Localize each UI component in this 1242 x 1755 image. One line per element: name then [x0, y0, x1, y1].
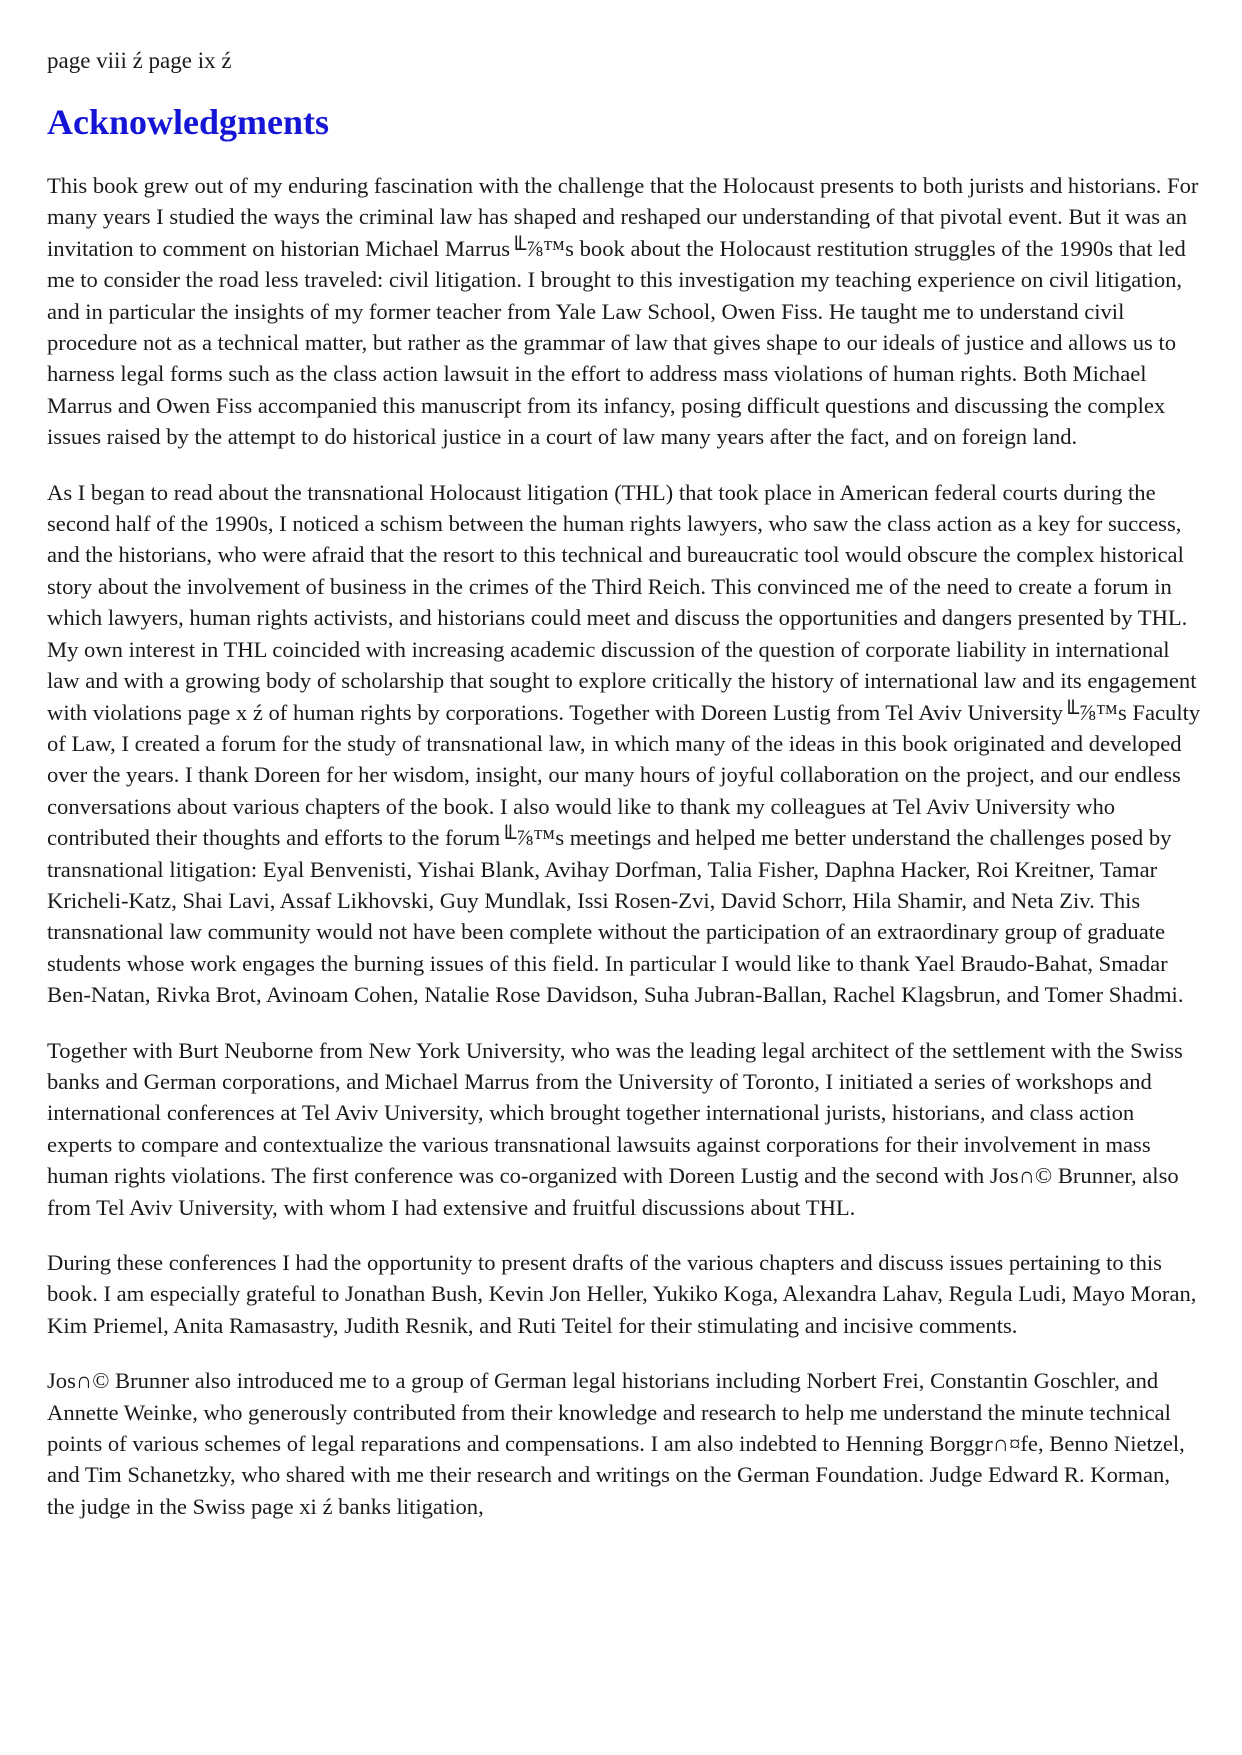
paragraph: Together with Burt Neuborne from New York University, who was the leading legal architect of the settlement with the Swiss banks and German corporations, and Michael Marrus from the University of Toronto, I initiated a series of workshops and international conferences at Tel Aviv University, which brought together international jurists, historians, and class action experts to compare and contextualize the various transnational lawsuits against corporations for their involvement in mass human rights violations. The first conference was co-organized with Doreen Lustig and the second with Jos∩© Brunner, also from Tel Aviv University, with whom I had extensive and fruitful discussions about THL.	[47, 1037, 1183, 1220]
paragraph: During these conferences I had the opportunity to present drafts of the various chapters and discuss issues pertaining to this book. I am especially grateful to Jonathan Bush, Kevin Jon Heller, Yukiko Koga, Alexandra Lahav, Regula Ludi, Mayo Moran, Kim Priemel, Anita Ramasastry, Judith Resnik, and Ruti Teitel for their stimulating and incisive comments.	[47, 1250, 1197, 1338]
page-markers: page viii ź page ix ź	[47, 48, 232, 73]
paragraph: As I began to read about the transnational Holocaust litigation (THL) that took place in American federal courts during the second half of the 1990s, I noticed a schism between the human rights lawyers, who saw the class action as a key for success, and the historians, who were afraid that the resort to this technical and bureaucratic tool would obscure the complex historical story about the involvement of business in the crimes of the Third Reich. This convinced me of the need to create a forum in which lawyers, human rights activists, and historians could meet and discuss the opportunities and dangers presented by THL. My own interest in THL coincided with increasing academic discussion of the question of corporate liability in international law and with a growing body of scholarship that sought to explore critically the history of international law and its engagement with violations page x ź of human rights by corporations. Together with Doreen Lustig from Tel Aviv University╙⅞™s Faculty of Law, I created a forum for the study of transnational law, in which many of the ideas in this book originated and developed over the years. I thank Doreen for her wisdom, insight, our many hours of joyful collaboration on the project, and our endless conversations about various chapters of the book. I also would like to thank my colleagues at Tel Aviv University who contributed their thoughts and efforts to the forum╙⅞™s meetings and helped me better understand the challenges posed by transnational litigation: Eyal Benvenisti, Yishai Blank, Avihay Dorfman, Talia Fisher, Daphna Hacker, Roi Kreitner, Tamar Kricheli-Katz, Shai Lavi, Assaf Likhovski, Guy Mundlak, Issi Rosen-Zvi, David Schorr, Hila Shamir, and Neta Ziv. This transnational law community would not have been complete without the participation of an extraordinary group of graduate students whose work engages the burning issues of this field. In particular I would like to thank Yael Braudo-Bahat, Smadar Ben-Natan, Rivka Brot, Avinoam Cohen, Natalie Rose Davidson, Suha Jubran-Ballan, Rachel Klagsbrun, and Tomer Shadmi.	[47, 479, 1201, 1008]
paragraph: This book grew out of my enduring fascination with the challenge that the Holocaust presents to both jurists and historians. For many years I studied the ways the criminal law has shaped and reshaped our understanding of that pivotal event. But it was an invitation to comment on historian Michael Marrus╙⅞™s book about the Holocaust restitution struggles of the 1990s that led me to consider the road less traveled: civil litigation. I brought to this investigation my teaching experience on civil litigation, and in particular the insights of my former teacher from Yale Law School, Owen Fiss. He taught me to understand civil procedure not as a technical matter, but rather as the grammar of law that gives shape to our ideals of justice and allows us to harness legal forms such as the class action lawsuit in the effort to address mass violations of human rights. Both Michael Marrus and Owen Fiss accompanied this manuscript from its infancy, posing difficult questions and discussing the complex issues raised by the attempt to do historical justice in a court of law many years after the fact, and on foreign land.	[47, 173, 1199, 450]
body-text	[47, 170, 1202, 1522]
page-title: Acknowledgments	[47, 102, 330, 142]
paragraph: Jos∩© Brunner also introduced me to a group of German legal historians including Norbert Frei, Constantin Goschler, and Annette Weinke, who generously contributed from their knowledge and research to help me understand the minute technical points of various schemes of legal reparations and compensations. I am also indebted to Henning Borggr∩¤fe, Benno Nietzel, and Tim Schanetzky, who shared with me their research and writings on the German Foundation. Judge Edward R. Korman, the judge in the Swiss page xi ź banks litigation,	[47, 1368, 1185, 1519]
